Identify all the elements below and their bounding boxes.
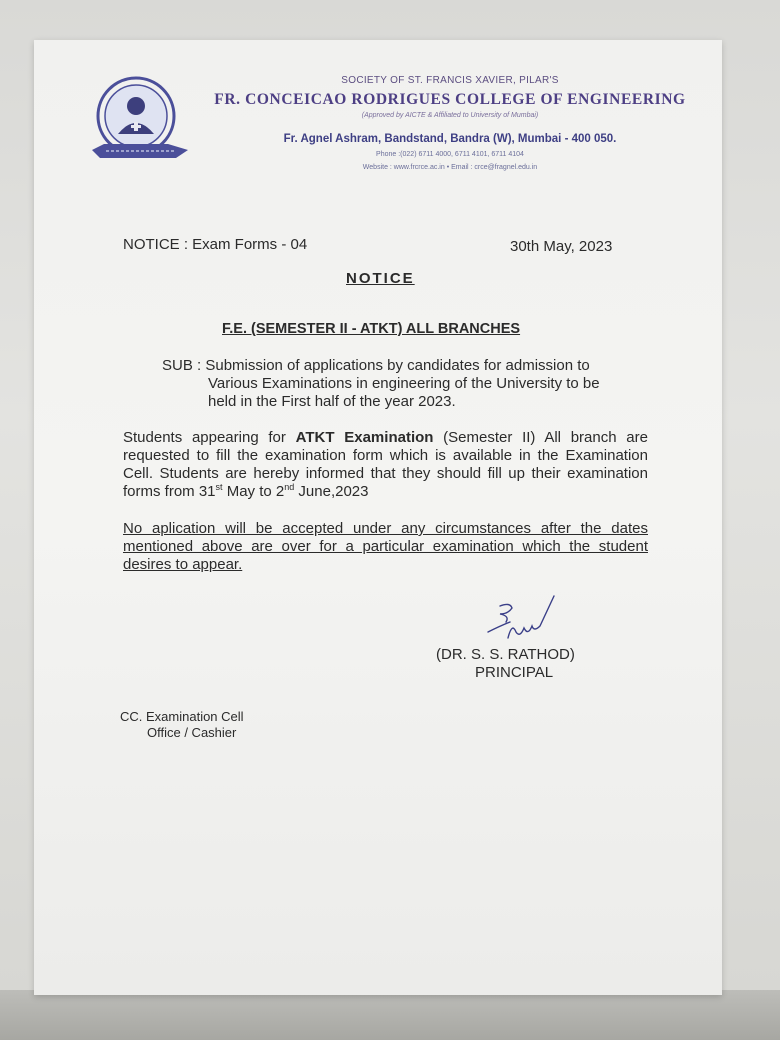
college-name: FR. CONCEICAO RODRIGUES COLLEGE OF ENGINEERING [214,91,686,108]
notice-date: 30th May, 2023 [510,238,613,255]
society-name: SOCIETY OF ST. FRANCIS XAVIER, PILAR'S [341,75,559,86]
signatory-name: (DR. S. S. RATHOD) [436,646,575,663]
subject-line-2: Various Examinations in engineering of the University to be [208,375,600,392]
instructions-paragraph [123,429,648,501]
signatory-title: PRINCIPAL [475,664,554,681]
notice-paper [34,40,722,995]
para-text-d: June,2023 [294,483,369,500]
notice-heading: NOTICE [346,270,415,287]
cc-line-2: Office / Cashier [147,725,237,740]
approval-note: (Approved by AICTE & Affiliated to University of Mumbai) [361,112,539,119]
college-address: Fr. Agnel Ashram, Bandstand, Bandra (W), Mumbai - 400 050. [283,133,617,145]
notice-reference: NOTICE : Exam Forms - 04 [123,236,308,253]
para-bold: ATKT Examination [295,429,434,446]
website-email: Website : www.frcrce.ac.in • Email : crce@fragnel.edu.in [362,164,538,171]
para-text-a: Students appearing for [123,429,296,446]
background-surface [0,990,780,1040]
para-text-c: May to 2 [222,483,285,500]
cc-line-1: CC. Examination Cell [120,709,244,724]
subject-line-3: held in the First half of the year 2023. [208,393,456,410]
para-sup-2: nd [284,482,295,492]
subject-block [162,357,642,411]
signature-mark [470,592,560,652]
para-sup-1: st [215,482,223,492]
phone-numbers: Phone :(022) 6711 4000, 6711 4101, 6711 4104 [376,151,524,158]
para-text-b: (Semester II) All branch are requested to fill the examination form which is available in the Examination Cell. Students are hereby informed that they should fill up their examination forms from 31 [123,429,648,500]
college-seal-icon [88,72,192,168]
subject-title: F.E. (SEMESTER II - ATKT) ALL BRANCHES [222,321,521,337]
subject-line-1: SUB : Submission of applications by candidates for admission to [162,357,590,374]
warning-paragraph: No aplication will be accepted under any circumstances after the dates mentioned above are over for a particular examination which the student desires to appear. [123,520,648,573]
